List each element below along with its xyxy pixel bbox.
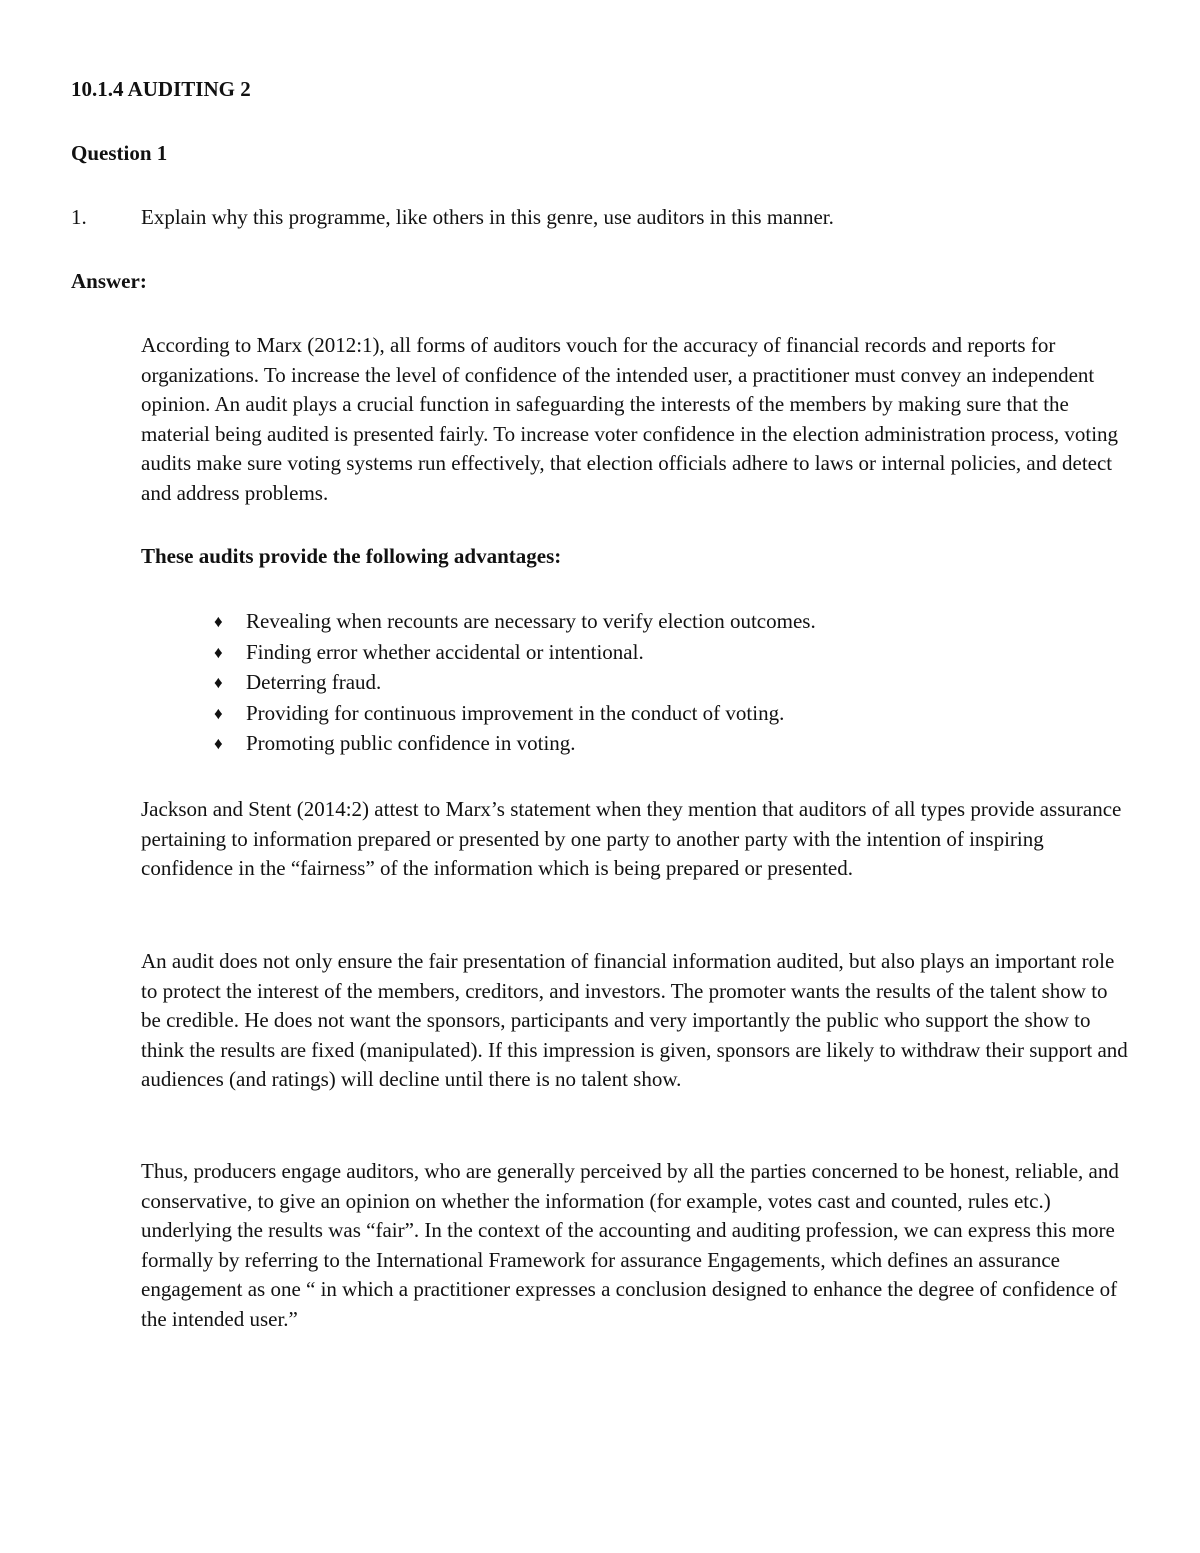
question-number: 1.: [71, 205, 87, 229]
list-item-text: Promoting public confidence in voting.: [246, 731, 576, 755]
list-item-text: Finding error whether accidental or intentional.: [246, 639, 644, 664]
answer-heading: Answer:: [71, 269, 147, 293]
list-item-text: Revealing when recounts are necessary to verify election outcomes.: [246, 609, 816, 633]
document-title: 10.1.4 AUDITING 2: [71, 77, 251, 101]
advantages-list: [141, 607, 1131, 760]
diamond-bullet-icon: ♦: [214, 734, 223, 753]
question-heading: Question 1: [71, 141, 168, 165]
list-item: [141, 729, 1131, 760]
list-item: [141, 668, 1131, 699]
answer-paragraph-1: According to Marx (2012:1), all forms of auditors vouch for the accuracy of financial records and reports for organizations. To increase the level of confidence of the intended user, a practitioner must convey an independent opinion. An audit plays a crucial function in safeguarding the interests of the members by making sure that the material being audited is presented fairly. To increase voter confidence in the election administration process, voting audits make sure voting systems run effectively, that election officials adhere to laws or internal policies, and detect and address problems.: [141, 333, 1119, 505]
diamond-bullet-icon: ♦: [214, 642, 223, 662]
list-item-text: Deterring fraud.: [246, 670, 382, 694]
diamond-bullet-icon: ♦: [214, 673, 223, 692]
list-item: [141, 638, 1131, 669]
answer-paragraph-3: An audit does not only ensure the fair presentation of financial information audited, but also plays an important role to protect the interest of the members, creditors, and investors. The promoter wants the results of the talent show to be credible. He does not want the sponsors, participants and very importantly the public who support the show to think the results are fixed (manipulated). If this impression is given, sponsors are likely to withdraw their support and audiences (and ratings) will decline until there is no talent show.: [141, 949, 1128, 1091]
answer-paragraph-4: Thus, producers engage auditors, who are generally perceived by all the parties concerned to be honest, reliable, and conservative, to give an opinion on whether the information (for example, votes cast and counted, rules etc.) underlying the results was “fair”. In the context of the accounting and auditing profession, we can express this more formally by referring to the International Framework for assurance Engagements, which defines an assurance engagement as one “ in which a practitioner expresses a conclusion designed to enhance the degree of confidence of the intended user.”: [141, 1159, 1119, 1331]
question-text: Explain why this programme, like others in this genre, use auditors in this manner.: [141, 205, 834, 229]
answer-paragraph-2: Jackson and Stent (2014:2) attest to Marx’s statement when they mention that auditors of all types provide assurance pertaining to information prepared or presented by one party to another party with the intention of inspiring confidence in the “fairness” of the information which is being prepared or presented.: [141, 797, 1122, 880]
advantages-heading: These audits provide the following advantages:: [141, 544, 562, 568]
list-item-text: Providing for continuous improvement in the conduct of voting.: [246, 700, 785, 725]
diamond-bullet-icon: ♦: [214, 703, 223, 723]
diamond-bullet-icon: ♦: [214, 612, 223, 631]
list-item: [141, 607, 1131, 638]
list-item: [141, 699, 1131, 730]
